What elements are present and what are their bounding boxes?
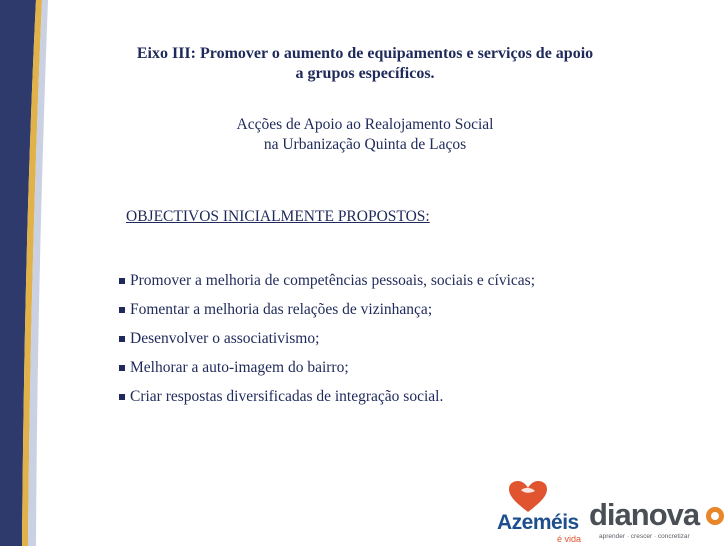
square-bullet-icon bbox=[119, 307, 125, 313]
objectives-title: OBJECTIVOS INICIALMENTE PROPOSTOS: bbox=[126, 208, 430, 225]
slide-heading bbox=[95, 44, 635, 84]
list-item bbox=[119, 295, 535, 324]
dianova-logo bbox=[589, 498, 728, 546]
heading-line-1: Eixo III: Promover o aumento de equipamentos e serviços de apoio bbox=[136, 45, 594, 62]
dianova-tagline: aprender · crescer · concretizar bbox=[599, 533, 690, 540]
azemeis-logo bbox=[497, 480, 583, 542]
list-item bbox=[119, 353, 535, 382]
list-item bbox=[119, 324, 535, 353]
dianova-wordmark: dianova bbox=[589, 497, 700, 532]
square-bullet-icon bbox=[119, 336, 125, 342]
list-item bbox=[119, 382, 535, 411]
square-bullet-icon bbox=[119, 394, 125, 400]
heading-line-2: a grupos específicos. bbox=[295, 65, 435, 82]
decorative-sidebar bbox=[0, 0, 55, 546]
list-item bbox=[119, 266, 535, 295]
objective-text: Fomentar a melhoria das relações de vizinhança; bbox=[130, 300, 433, 318]
objective-text: Criar respostas diversificadas de integração social. bbox=[130, 387, 444, 405]
azemeis-wordmark: Azeméis bbox=[497, 511, 579, 534]
objectives-list bbox=[119, 266, 535, 411]
objective-text: Promover a melhoria de competências pessoais, sociais e cívicas; bbox=[130, 271, 536, 289]
objective-text: Desenvolver o associativismo; bbox=[130, 329, 320, 347]
heart-icon bbox=[507, 480, 549, 514]
objective-text: Melhorar a auto-imagem do bairro; bbox=[130, 358, 349, 376]
azemeis-tagline: é vida bbox=[556, 534, 581, 544]
square-bullet-icon bbox=[119, 365, 125, 371]
dianova-mark-icon bbox=[705, 506, 725, 526]
square-bullet-icon bbox=[119, 278, 125, 284]
subheading-line-1: Acções de Apoio ao Realojamento Social bbox=[236, 116, 494, 133]
slide-subheading bbox=[215, 115, 515, 155]
subheading-line-2: na Urbanização Quinta de Laços bbox=[263, 136, 467, 153]
